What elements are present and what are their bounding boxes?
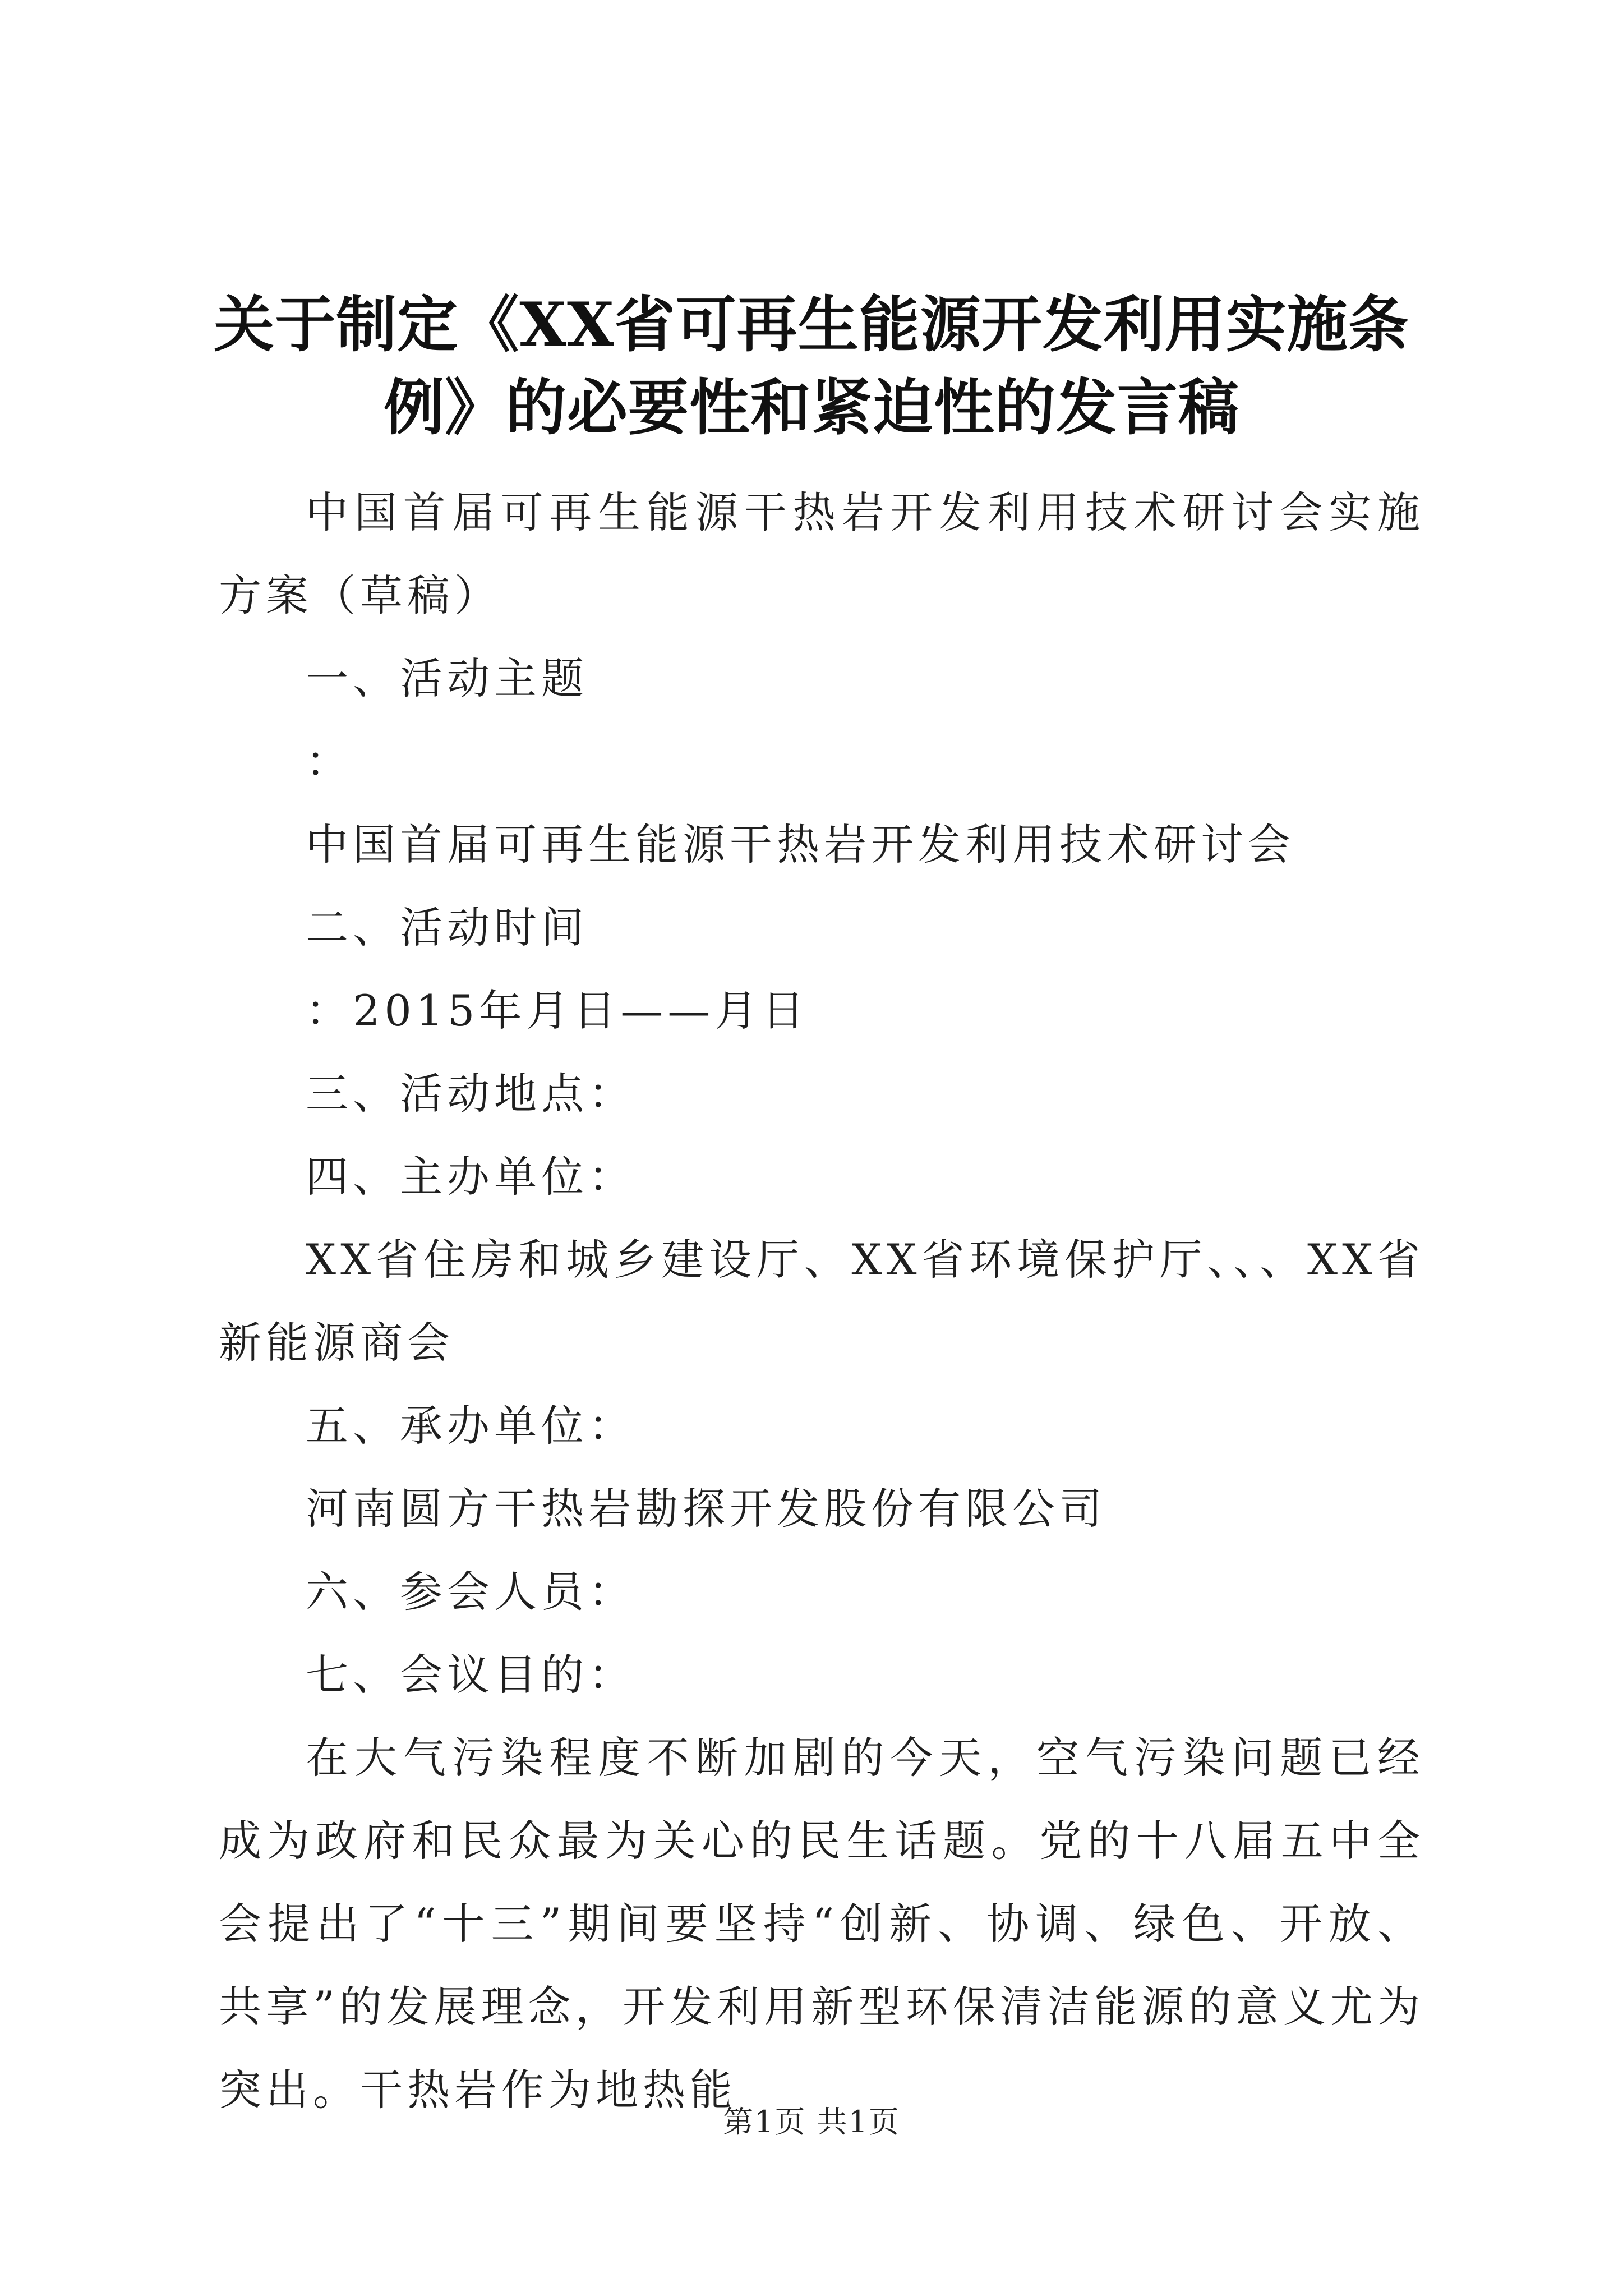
heading-activity-theme: 一、活动主题 (306, 654, 588, 703)
paragraph-co-organizer-value: 河南圆方干热岩勘探开发股份有限公司 (306, 1484, 1106, 1534)
heading-attendees: 六、参会人员： (306, 1567, 635, 1617)
heading-organizers: 四、主办单位： (306, 1152, 635, 1202)
paragraph-organizers-value: XX省住房和城乡建设厅、XX省环境保护厅、、、XX省新能源商会 (219, 1235, 1424, 1368)
paragraph-plan-title: 中国首届可再生能源干热岩开发利用技术研讨会实施方案（草稿） (219, 487, 1424, 620)
heading-activity-time: 二、活动时间 (306, 903, 588, 953)
paragraph-colon: ： (306, 737, 353, 786)
title-line-2: 例》的必要性和紧迫性的发言稿 (383, 372, 1239, 443)
document-body (219, 471, 1424, 2132)
paragraph-theme-value: 中国首届可再生能源干热岩开发利用技术研讨会 (306, 820, 1295, 869)
heading-purpose: 七、会议目的： (306, 1650, 635, 1700)
document-title (213, 283, 1410, 449)
page-footer: 第1页 共1页 (723, 2104, 900, 2139)
paragraph-purpose-body: 在大气污染程度不断加剧的今天，空气污染问题已经成为政府和民众最为关心的民生话题。党的十八届五中全会提出了“十三”期间要坚持“创新、协调、绿色、开放、共享”的发展理念，开发利用新型环保清洁能源的意义尤为突出。干热岩作为地热能 (219, 1733, 1424, 2115)
heading-activity-location: 三、活动地点： (306, 1069, 635, 1119)
heading-co-organizer: 五、承办单位： (306, 1401, 635, 1451)
paragraph-time-value: ：2015年月日——月日 (306, 986, 809, 1036)
title-line-1: 关于制定《XX省可再生能源开发利用实施条 (214, 289, 1409, 360)
